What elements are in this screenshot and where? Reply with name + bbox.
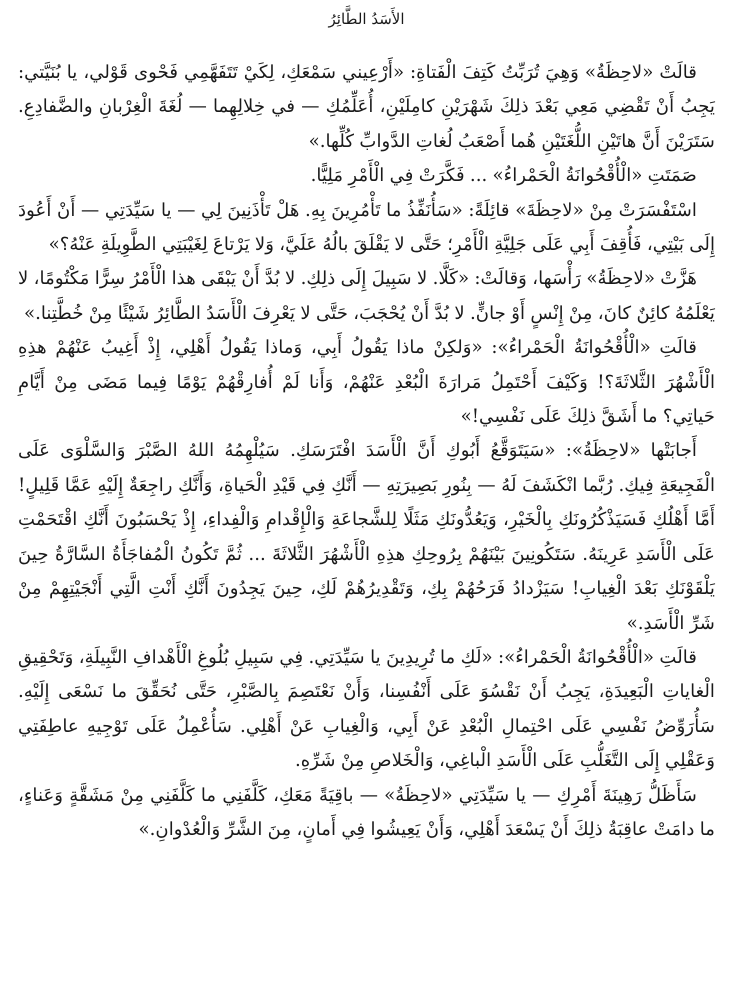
paragraph: سَأَظَلُّ رَهِينَةَ أَمْرِكِ — يا سَيِّدَتِي «لاحِظَةُ» — باقِيَةً مَعَكِ، كَلَّفَنِي ما كَلَّفَنِي مِنْ مَشَقَّةٍ وَعَناءٍ، ما دامَتْ عاقِبَةُ ذلِكَ أَنْ يَسْعَدَ أَهْلِي، وَأَنْ يَعِيشُوا فِي أَمانٍ، مِنَ الشَّرِّ وَالْعُدْوانِ.» <box>18 784 715 840</box>
paragraph: اسْتَفْسَرَتْ مِنْ «لاحِظَةَ» قائِلَةً: «سَأُنَفِّذُ ما تَأْمُرِينَ بِهِ. هَلْ تَأْذَنِينَ لِي — يا سَيِّدَتِي — أَنْ أَعُودَ إِلَى بَيْتِي، فَأُقِفَ أَبِي عَلَى جَلِيَّةِ الْأَمْرِ؛ حَتَّى لا يَقْلَقَ بالُهُ عَلَيَّ، وَلا يَرْتاعَ لِغَيْبَتِي الطَّوِيلَةِ عَنْهُ؟» <box>18 199 715 256</box>
paragraph: قالَتْ «لاحِظَةُ» وَهِيَ تُرَبِّتُ كَتِفَ الْفَتاةِ: «أَرْعِيني سَمْعَكِ، لِكَيْ تَتَفَهَّمِي فَحْوى قَوْلي، يا بُنَيَّتي: يَجِبُ أَنْ تَقْضِي مَعِي بَعْدَ ذلِكَ شَهْرَيْنِ كامِلَيْنِ، أُعَلِّمُكِ — في خِلالِهِما — لُغَةَ الْغِرْبانِ والضَّفادِعِ. سَتَرَيْنَ أَنَّ هاتَيْنِ اللُّغَتَيْنِ هُما أَصْعَبُ لُغاتِ الدَّوابِّ كُلِّها.» <box>18 62 715 152</box>
paragraph: أَجابَتْها «لاحِظَةُ»: «سَيَتَوَقَّعُ أَبُوكِ أَنَّ الْأَسَدَ افْتَرَسَكِ. سَيُلْهِمُهُ اللهُ الصَّبْرَ وَالسَّلْوَى عَلَى الْفَجِيعَةِ فِيكِ. رُبَّما انْكَشَفَ لَهُ — بِنُورِ بَصِيرَتِهِ — أَنَّكِ فِي قَيْدِ الْحَياةِ، وَأَنَّكِ راجِعَةٌ إِلَيْهِ عَمَّا قَلِيلٍ! أَمَّا أَهْلُكِ فَسَيَذْكُرُونَكِ بِالْخَيْرِ، وَيَعُدُّونَكِ مَثَلًا لِلشَّجاعَةِ وَالْإِقْدامِ وَالْفِداءِ، إِذْ يَحْسَبُونَ أَنَّكِ اقْتَحَمْتِ عَلَى الْأَسَدِ عَرِينَهُ. سَتَكُونِينَ بَيْنَهُمْ بِرُوحِكِ هذِهِ الْأَشْهُرَ الثَّلاثَةَ ... ثُمَّ تَكُونُ الْمُفاجَأَةُ السَّارَّةُ حِينَ يَلْقَوْنَكِ بَعْدَ الْغِيابِ! سَيَزْدادُ فَرَحُهُمْ بِكِ، وَتَقْدِيرُهُمْ لَكِ، حِينَ يَجِدُونَ أَنَّكِ أَنْتِ الَّتِي أَنْجَيْتِهِمْ مِنْ شَرِّ الْأَسَدِ.» <box>18 440 715 634</box>
paragraph: صَمَتَتِ «الْأُقْحُوانَةُ الْحَمْراءُ» ... فَكَّرَتْ فِي الْأَمْرِ مَلِيًّا. <box>310 165 697 187</box>
paragraph: قالَتِ «الْأُقْحُوانَةُ الْحَمْراءُ»: «لَكِ ما تُرِيدِينَ يا سَيِّدَتِي. فِي سَبِيلِ بُلُوغِ الْأَهْدافِ النَّبِيلَةِ، وَتَحْقِيقِ الْغاياتِ الْبَعِيدَةِ، يَجِبُ أَنْ نَقْسُوَ عَلَى أَنْفُسِنا، وَأَنْ نَعْتَصِمَ بِالصَّبْرِ، حَتَّى نُحَقِّقَ ما نَسْعَى إِلَيْهِ. سَأُرَوِّضُ نَفْسِي عَلَى احْتِمالِ الْبُعْدِ عَنْ أَبِي، وَالْغِيابِ عَنْ أَهْلِي. سَأُعْمِلُ عَلَى تَوْجِيهِ عاطِفَتِي وَعَقْلِي إِلَى التَّغَلُّبِ عَلَى الْأَسَدِ الْباغِي، وَالْخَلاصِ مِنْ شَرِّهِ. <box>18 646 715 772</box>
story-text <box>18 56 715 847</box>
paragraph: هَزَّتْ «لاحِظَةُ» رَأْسَها، وَقالَتْ: «كَلَّا. لا سَبِيلَ إِلَى ذلِكِ. لا بُدَّ أَنْ يَبْقَى هذا الْأَمْرُ سِرًّا مَكْتُومًا، لا يَعْلَمُهُ كائِنٌ كانَ، مِنْ إِنْسٍ أَوْ جانٍّ. لا بُدَّ أَنْ يُحْجَبَ، حَتَّى لا يَعْرِفَ الْأَسَدُ الطَّائِرُ شَيْئًا مِنْ خُطَّتِنا.» <box>18 268 715 324</box>
paragraph: قالَتِ «الْأُقْحُوانَةُ الْحَمْراءُ»: «وَلكِنْ ماذا يَقُولُ أَبِي، وَماذا يَقُولُ أَهْلِي، إِذْ أَغِيبُ عَنْهُمْ هذِهِ الْأَشْهُرَ الثَّلاثَةَ؟! وَكَيْفَ أَحْتَمِلُ مَرارَةَ الْبُعْدِ عَنْهُمْ، وَأَنا لَمْ أُفارِقْهُمْ يَوْمًا فِيما مَضَى مِنْ أَيَّامِ حَياتِي؟ ما أَشَقَّ ذلِكَ عَلَى نَفْسِي!» <box>18 337 715 428</box>
running-title: الأَسَدُ الطَّائِرُ <box>328 10 405 28</box>
